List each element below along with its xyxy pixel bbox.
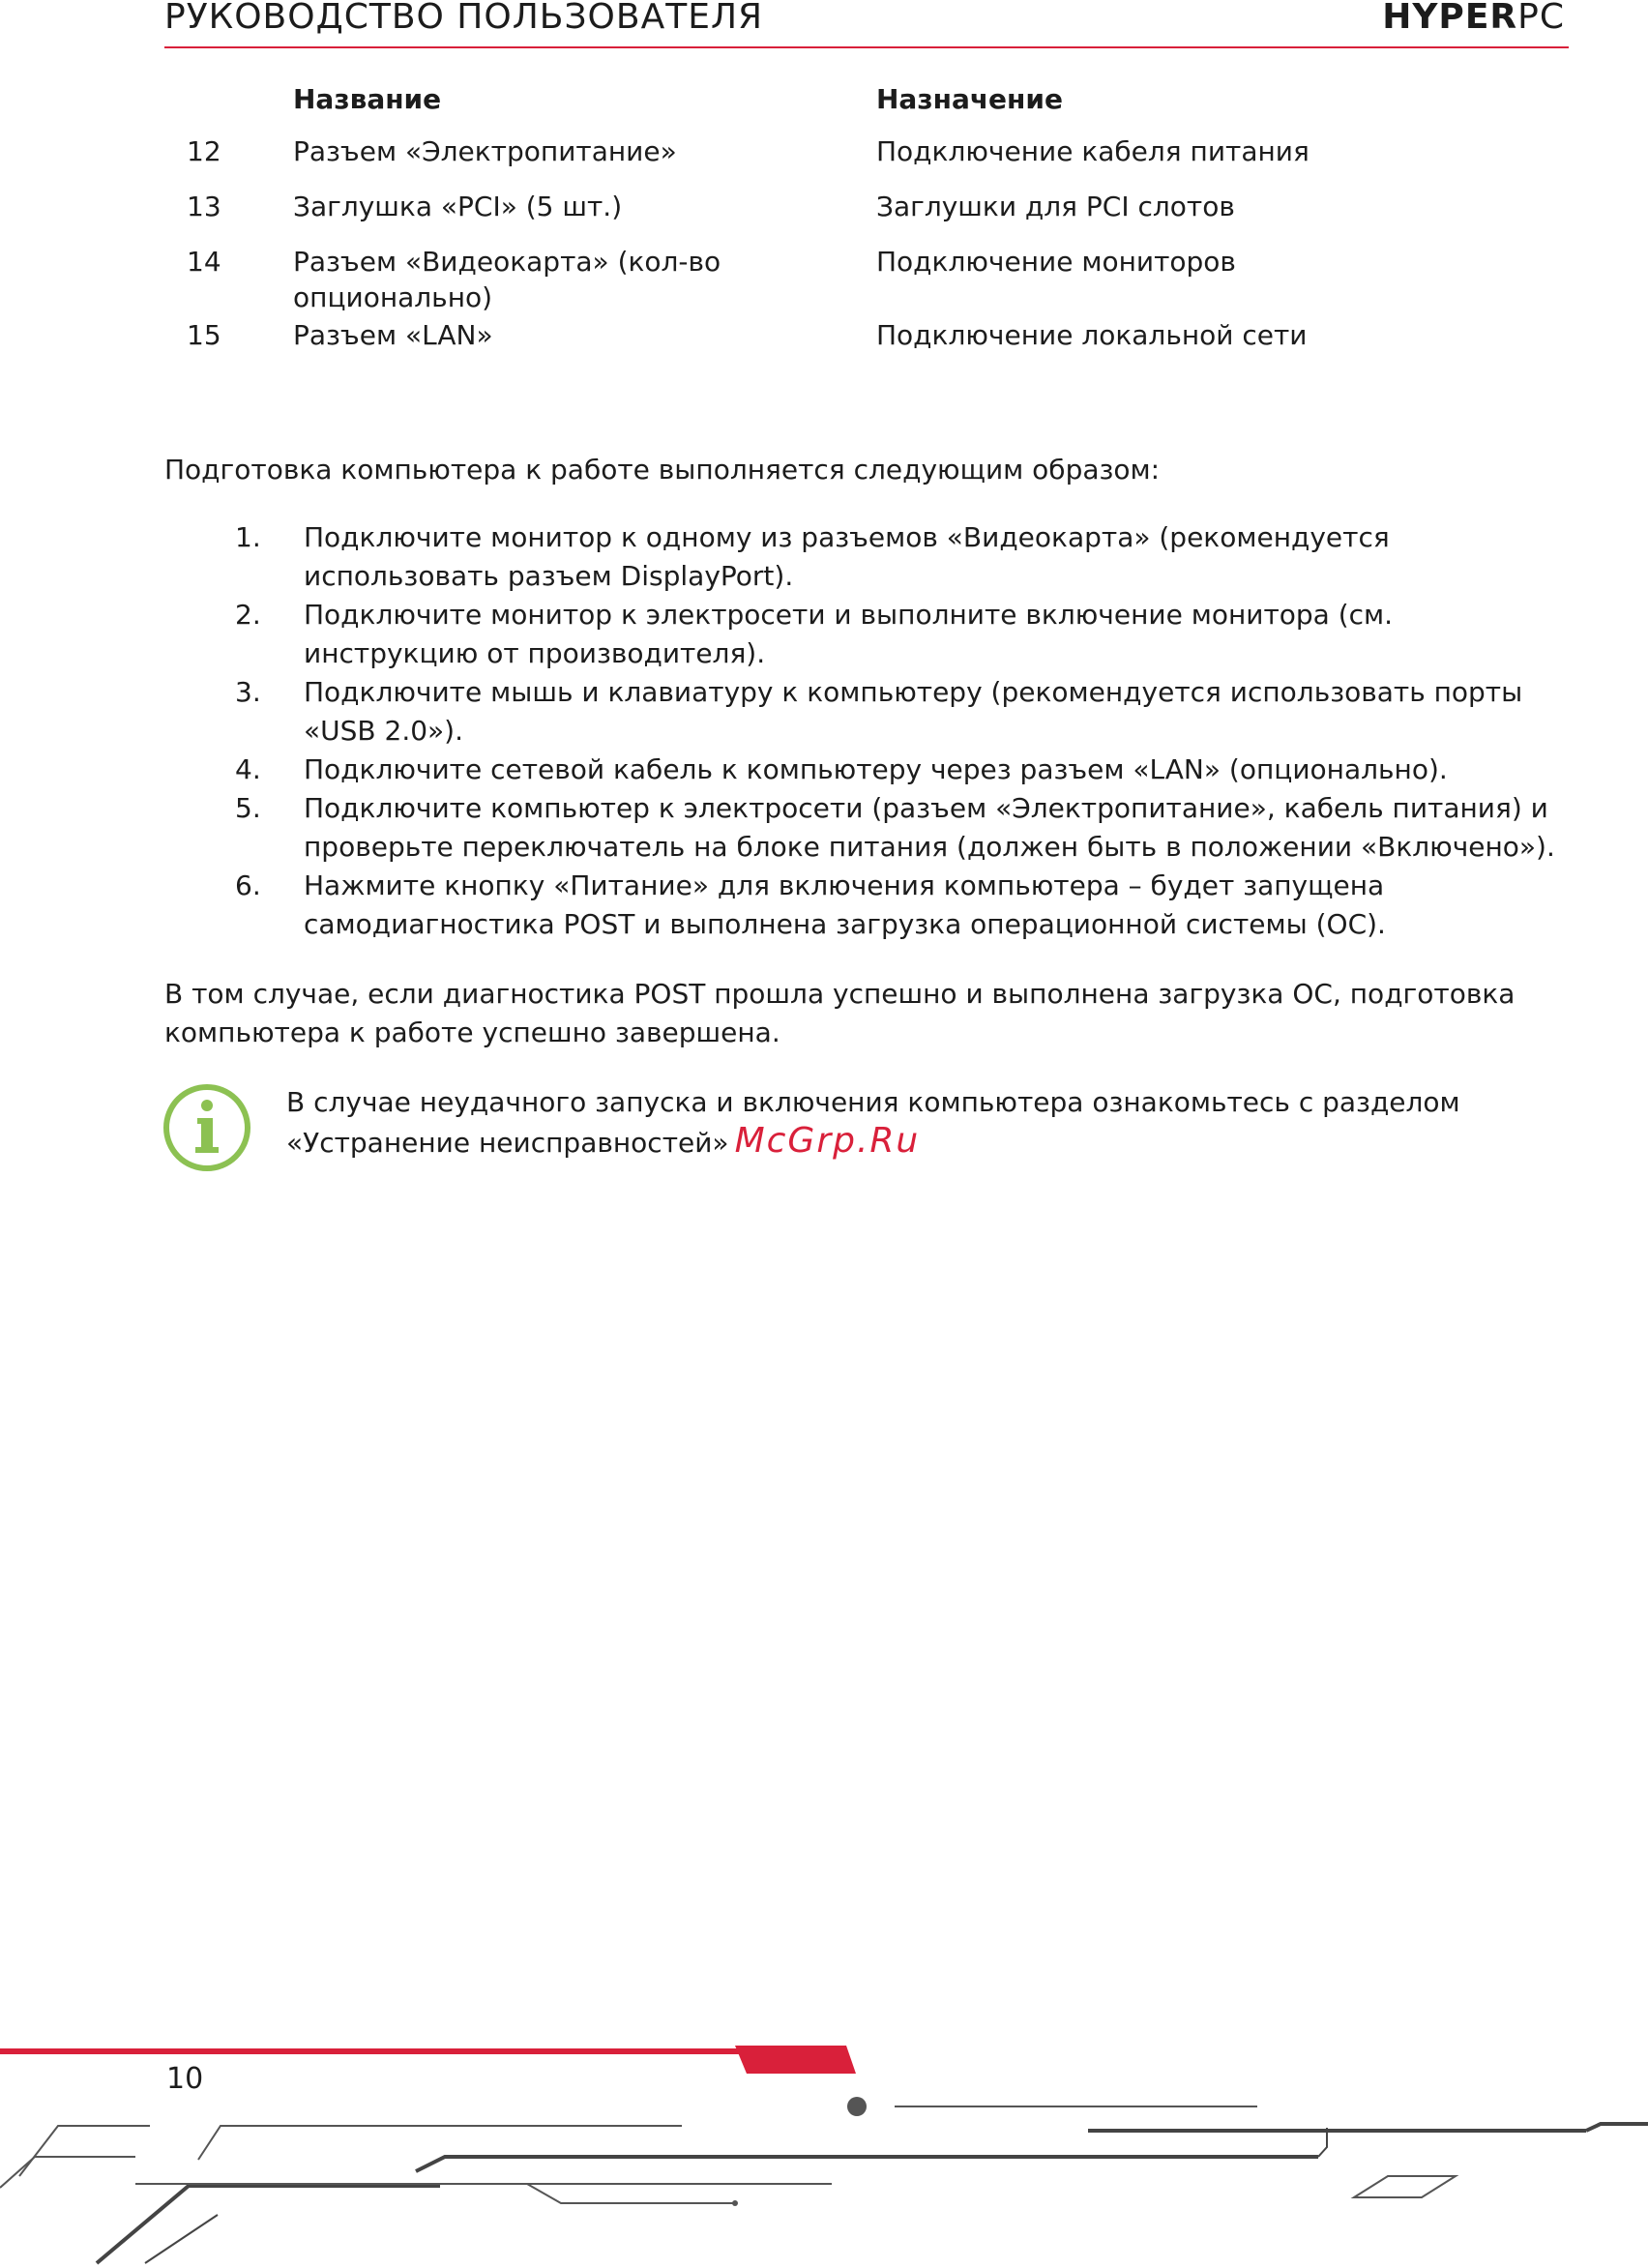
setup-outcome: В том случае, если диагностика POST прошла успешно и выполнена загрузка ОС, подготовка компьютера к работе успешно завершена. — [164, 978, 1516, 1048]
table-cell-num: 15 — [187, 319, 221, 351]
table-header-name: Название — [293, 83, 442, 115]
step-text: Подключите мышь и клавиатуру к компьютеру (рекомендуется использовать порты «USB 2.0»). — [304, 676, 1523, 747]
list-item — [0, 518, 1648, 596]
watermark: McGrp.Ru — [734, 1121, 921, 1161]
brand-logo — [1382, 0, 1565, 35]
table-cell-name: Разъем «LAN» — [293, 319, 493, 351]
step-number: 4. — [235, 753, 261, 785]
step-number: 2. — [235, 599, 261, 631]
step-text: Нажмите кнопку «Питание» для включения компьютера – будет запущена самодиагностика POST и выполнена загрузка операционной системы (ОС). — [304, 869, 1386, 940]
step-number: 3. — [235, 676, 261, 708]
step-text: Подключите компьютер к электросети (разъем «Электропитание», кабель питания) и проверьте переключатель на блоке питания (должен быть в положении «Включено»). — [304, 792, 1555, 863]
troubleshooting-note — [286, 1083, 1563, 1163]
step-number: 6. — [235, 869, 261, 901]
list-item — [0, 673, 1648, 751]
brand-logo-bold: HYPER — [1382, 0, 1518, 37]
list-item — [0, 789, 1648, 867]
table-cell-num: 12 — [187, 135, 221, 167]
brand-logo-light: PC — [1517, 0, 1565, 37]
list-item — [0, 596, 1648, 673]
list-item — [0, 867, 1648, 944]
page-number: 10 — [166, 2062, 204, 2096]
table-cell-name: Разъем «Электропитание» — [293, 135, 677, 167]
step-text: Подключите монитор к одному из разъемов «Видеокарта» (рекомендуется использовать разъем DisplayPort). — [304, 521, 1390, 592]
note-text: В случае неудачного запуска и включения компьютера ознакомьтесь с разделом «Устранение неисправностей» — [286, 1086, 1460, 1159]
header-divider — [164, 46, 1569, 48]
table-cell-name: Разъем «Видеокарта» (кол-во опционально) — [293, 246, 721, 313]
table-cell-name: Заглушка «PCI» (5 шт.) — [293, 191, 623, 222]
table-cell-purpose: Заглушки для PCI слотов — [876, 191, 1235, 222]
table-cell-purpose: Подключение кабеля питания — [876, 135, 1310, 167]
table-cell-purpose: Подключение локальной сети — [876, 319, 1308, 351]
step-text: Подключите монитор к электросети и выполните включение монитора (см. инструкцию от производителя). — [304, 599, 1394, 669]
setup-intro: Подготовка компьютера к работе выполняется следующим образом: — [164, 454, 1161, 486]
table-cell-num: 14 — [187, 246, 221, 278]
step-number: 5. — [235, 792, 261, 824]
setup-steps-list — [0, 518, 1648, 944]
table-cell-purpose: Подключение мониторов — [876, 246, 1236, 278]
list-item — [0, 751, 1648, 789]
step-text: Подключите сетевой кабель к компьютеру через разъем «LAN» (опционально). — [304, 753, 1448, 785]
info-icon — [161, 1081, 253, 1174]
table-header-purpose: Назначение — [876, 83, 1064, 115]
footer-decoration — [0, 2031, 1648, 2268]
header-title: РУКОВОДСТВО ПОЛЬЗОВАТЕЛЯ — [164, 0, 764, 37]
table-cell-num: 13 — [187, 191, 221, 222]
step-number: 1. — [235, 521, 261, 553]
